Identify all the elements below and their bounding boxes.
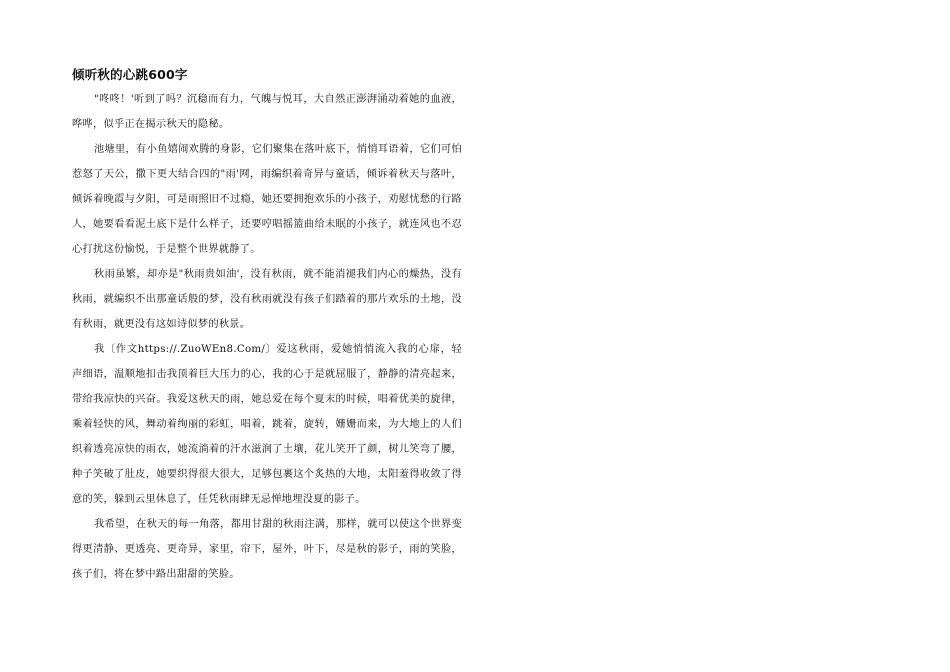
article-title: 倾听秋的心跳600字: [72, 67, 188, 82]
paragraph: "咚咚！'听到了吗？沉稳而有力，气魄与悦耳，大自然正澎湃涌动着她的血液，哗哗，似乎正在揭示秋天的隐秘。: [72, 94, 462, 130]
paragraph: 池塘里，有小鱼嬉闹欢腾的身影，它们聚集在落叶底下，悄悄耳语着，它们可怕惹怒了天公，撒下更大结合四的"雨'网，雨编织着奇异与童话，倾诉着秋天与落叶，倾诉着晚霞与夕阳，可是雨照旧不过瘾，她还要拥抱欢乐的小孩子，劝慰忧愁的行路人，她要看看泥土底下是什么样子，还要哼唱摇篮曲给未眠的小孩子，就连风也不忍心打扰这份愉悦，于是整个世界就静了。: [72, 144, 462, 255]
paragraph: 我希望，在秋天的每一角落，都用甘甜的秋雨注满，那样，就可以使这个世界变得更清静、更透亮、更奇异，家里，帘下，屋外，叶下，尽是秋的影子，雨的笑脸，孩子们，将在梦中路出甜甜的笑脸。: [72, 519, 462, 580]
paragraph: 秋雨虽繁，却亦是"秋雨贵如油'，没有秋雨，就不能消褪我们内心的燥热，没有秋雨，就编织不出那童话般的梦，没有秋雨就没有孩子们踏着的那片欢乐的土地，没有秋雨，就更没有这如诗似梦的秋景。: [72, 269, 462, 330]
article: [72, 66, 462, 587]
paragraph: 我〔作文https://.ZuoWEn8.Com/〕爱这秋雨，爱她悄悄流入我的心扉，轻声细语，温顺地扣击我顶着巨大压力的心，我的心于是就屈服了，静静的清亮起来，带给我凉快的兴奋。我爱这秋天的雨，她总爱在每个夏末的时候，唱着优美的旋律，乘着轻快的风，舞动着绚丽的彩虹，唱着，跳着，旋转，姗姗而来，为大地上的人们织着透亮凉快的雨衣，她流淌着的汗水滋润了土壤，花儿笑开了颜，树儿笑弯了腰，种子笑破了肚皮，她要织得很大很大，足够包裹这个炙热的大地，太阳羞得收敛了得意的笑，躲到云里休息了，任凭秋雨肆无忌惮地埋没夏的影子。: [72, 344, 462, 505]
